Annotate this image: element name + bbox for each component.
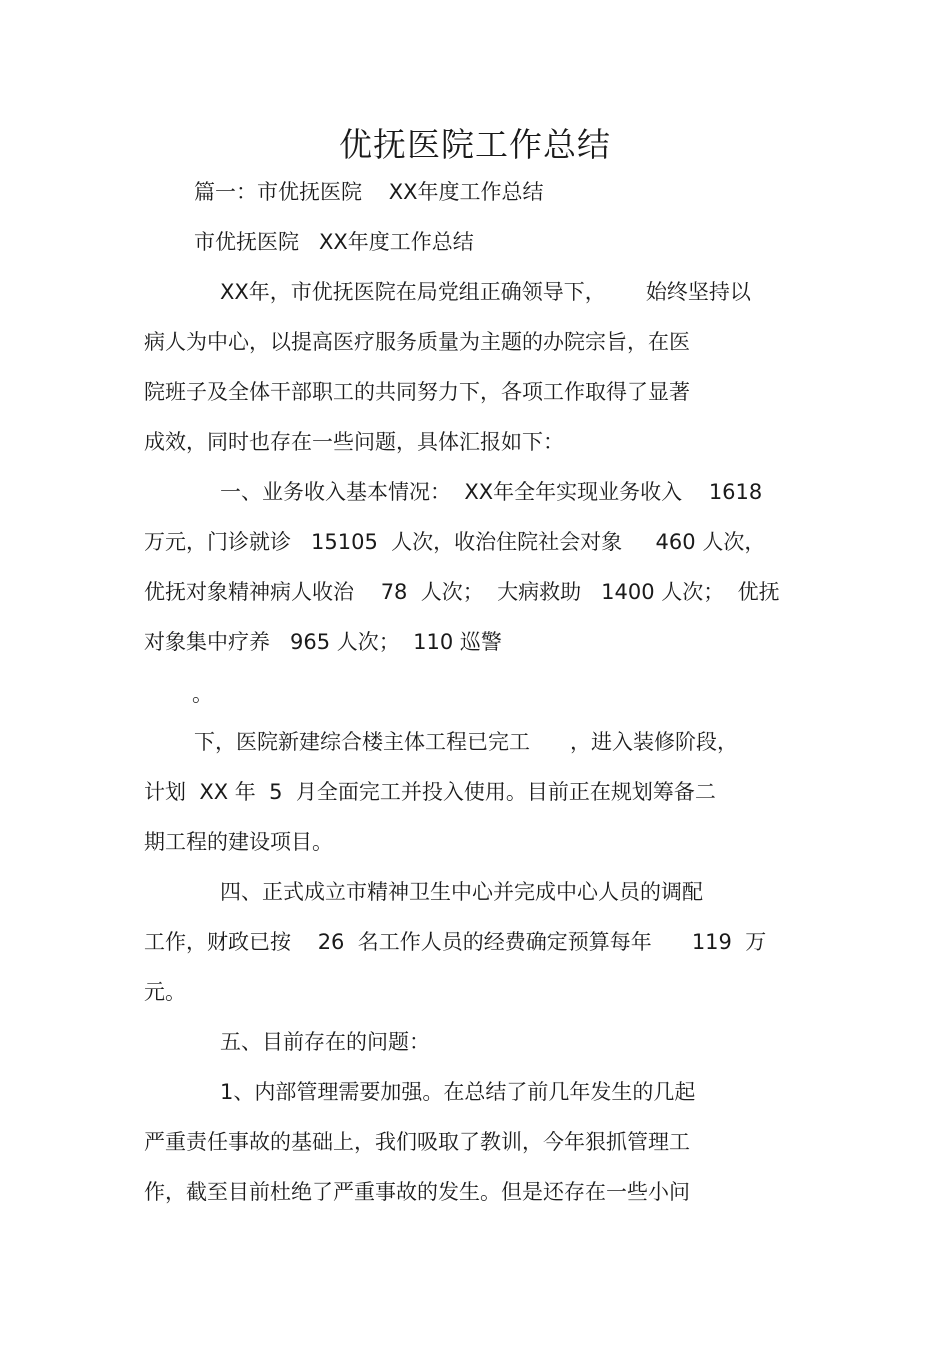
subtitle-line: 篇一：市优抚医院 XX年度工作总结	[194, 180, 544, 204]
section-heading: 五、目前存在的问题：	[220, 1030, 430, 1054]
paragraph-line: 优抚对象精神病人收治 78 人次； 大病救助 1400 人次； 优抚	[144, 580, 780, 604]
paragraph-line: 病人为中心，以提高医疗服务质量为主题的办院宗旨，在医	[144, 330, 690, 354]
paragraph-line: 对象集中疗养 965 人次； 110 巡警	[144, 630, 502, 654]
paragraph-line: 一、业务收入基本情况： XX年全年实现业务收入 1618	[220, 480, 763, 504]
paragraph-line: 四、正式成立市精神卫生中心并完成中心人员的调配	[220, 880, 703, 904]
paragraph-line: 院班子及全体干部职工的共同努力下，各项工作取得了显著	[144, 380, 690, 404]
paragraph-line: 元。	[144, 980, 186, 1004]
paragraph-line: 下，医院新建综合楼主体工程已完工 ，进入装修阶段，	[194, 730, 739, 754]
paragraph-line: 1、内部管理需要加强。在总结了前几年发生的几起	[220, 1080, 696, 1104]
paragraph-line: 计划 XX 年 5 月全面完工并投入使用。目前正在规划筹备二	[144, 780, 716, 804]
paragraph-line: 严重责任事故的基础上，我们吸取了教训，今年狠抓管理工	[144, 1130, 690, 1154]
page-title: 优抚医院工作总结	[339, 125, 611, 164]
paragraph-line: 期工程的建设项目。	[144, 830, 333, 854]
paragraph-line: 。	[192, 682, 213, 706]
paragraph-line: 成效，同时也存在一些问题，具体汇报如下：	[144, 430, 564, 454]
paragraph-line: 工作，财政已按 26 名工作人员的经费确定预算每年 119 万	[144, 930, 767, 954]
section-heading: 市优抚医院 XX年度工作总结	[194, 230, 474, 254]
paragraph-line: 作，截至目前杜绝了严重事故的发生。但是还存在一些小问	[144, 1180, 690, 1204]
paragraph-line: 万元，门诊就诊 15105 人次，收治住院社会对象 460 人次，	[144, 530, 766, 554]
paragraph-line: XX年，市优抚医院在局党组正确领导下， 始终坚持以	[220, 280, 751, 304]
